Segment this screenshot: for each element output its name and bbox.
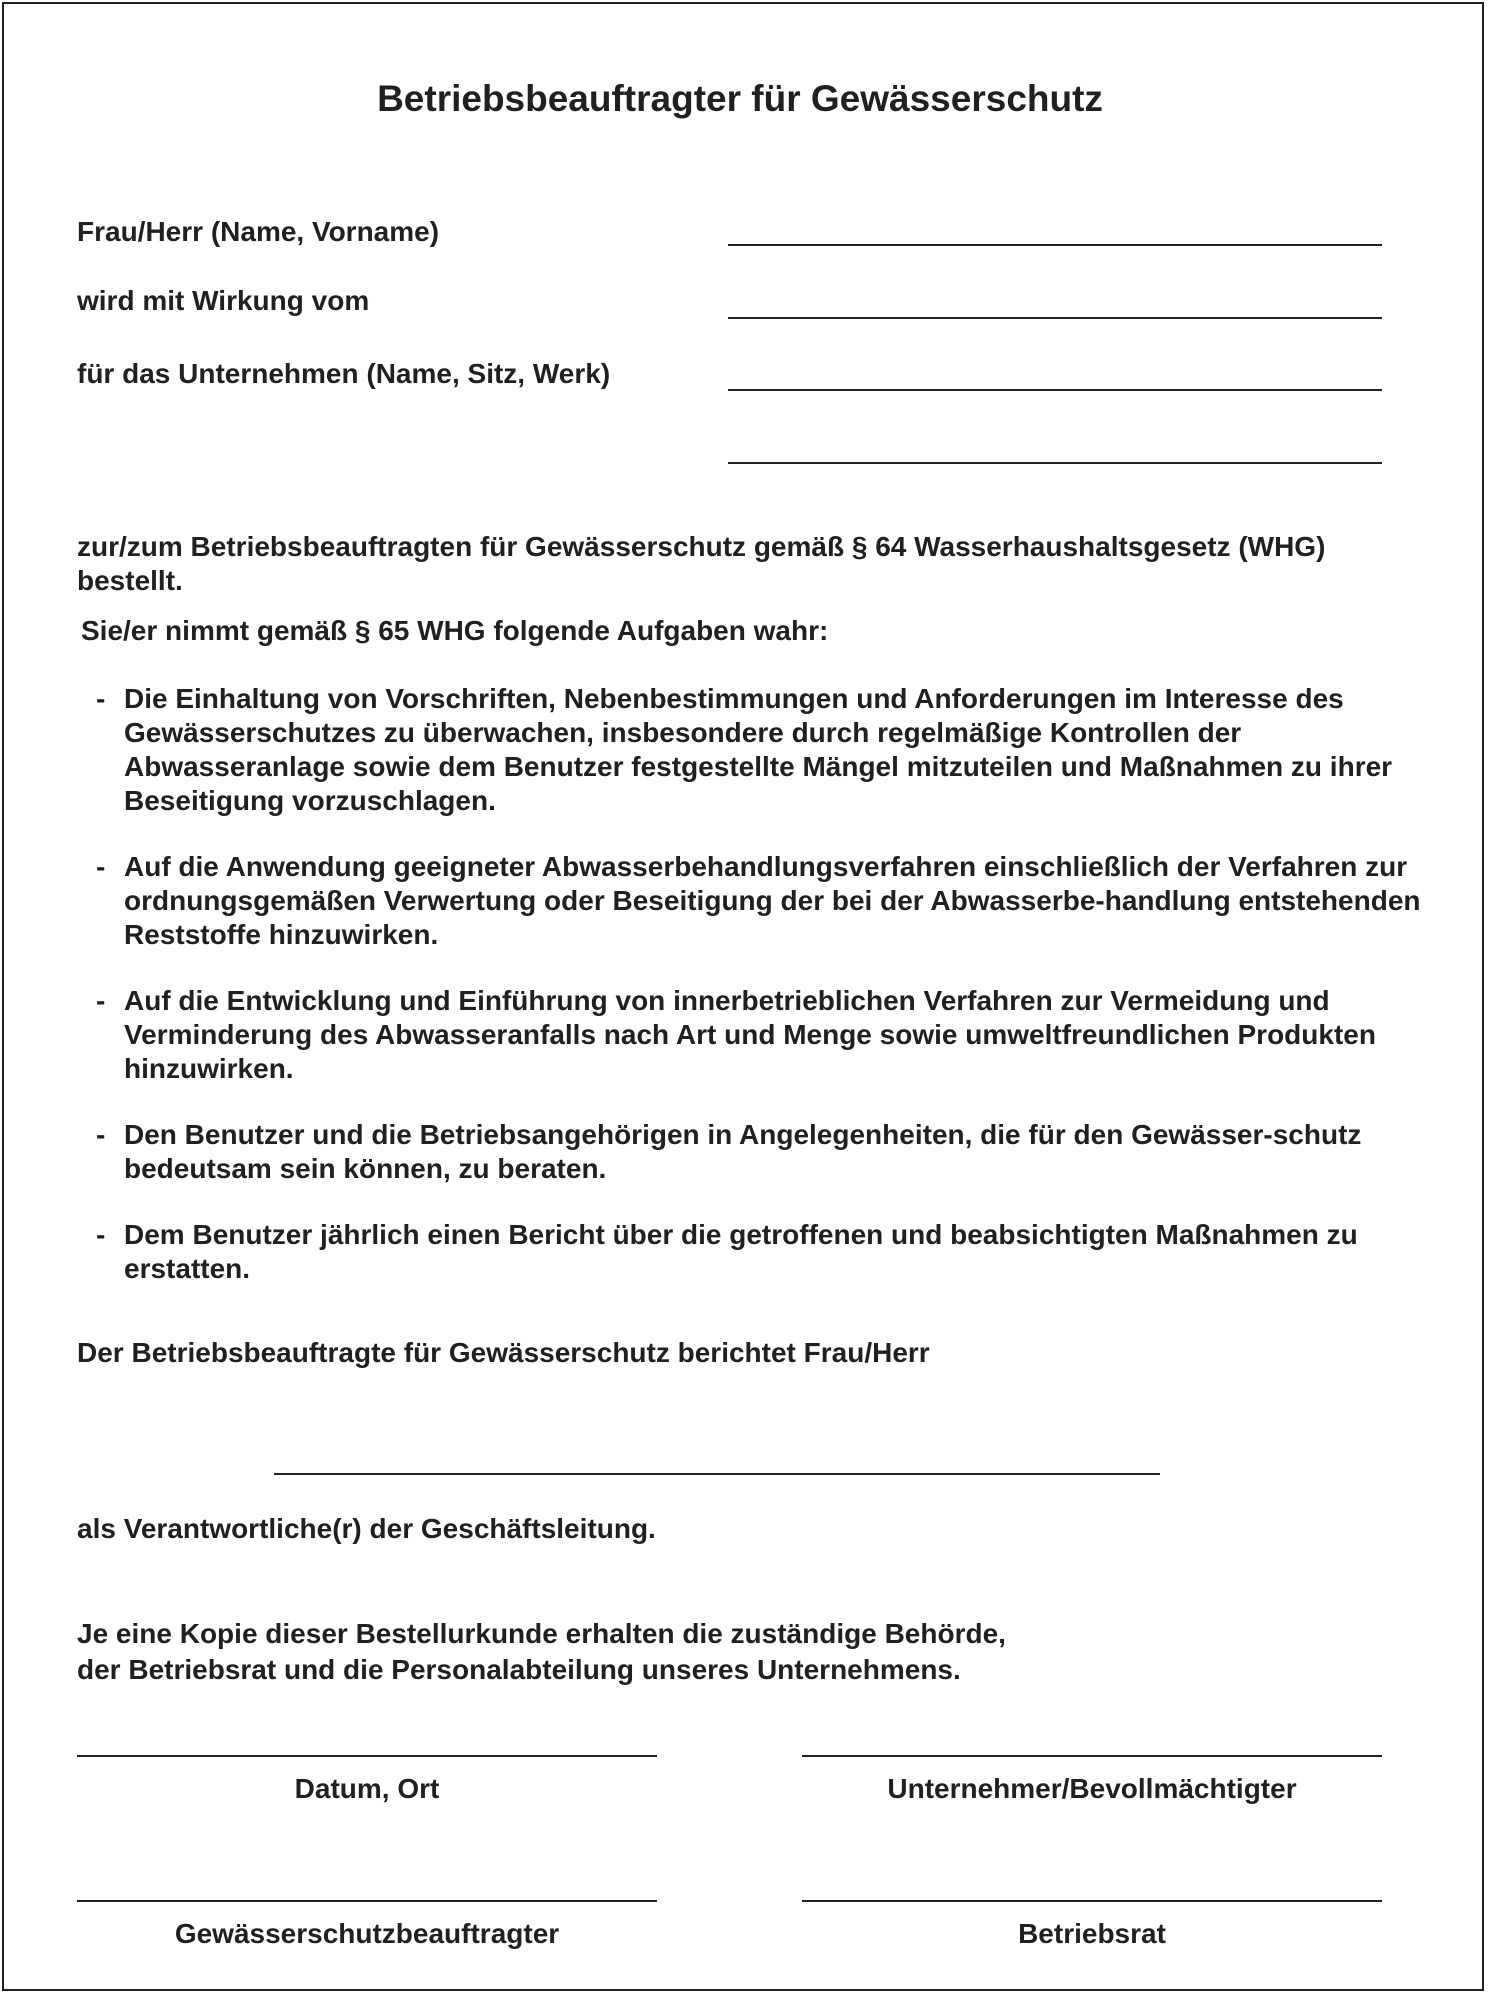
list-item: [96, 850, 1466, 952]
field-label-company: für das Unternehmen (Name, Sitz, Werk): [77, 358, 611, 389]
list-dash: -: [96, 985, 106, 1016]
signature-line-date-place[interactable]: [77, 1755, 657, 1757]
signature-line-water-officer[interactable]: [77, 1900, 657, 1902]
company-input-line[interactable]: [728, 389, 1382, 391]
field-label-name: Frau/Herr (Name, Vorname): [77, 216, 440, 247]
report-text: Der Betriebsbeauftragte für Gewässerschutz berichtet Frau/Herr: [77, 1337, 930, 1368]
list-dash: -: [96, 851, 106, 882]
effective-date-input-line[interactable]: [728, 317, 1382, 319]
document-page: [2, 2, 1484, 1991]
task-list: [96, 682, 1466, 1318]
signature-label-works-council: Betriebsrat: [1018, 1918, 1166, 1949]
signature-label-date-place: Datum, Ort: [294, 1773, 440, 1804]
copy-text-line-1: Je eine Kopie dieser Bestellurkunde erhalten die zuständige Behörde,: [77, 1618, 1006, 1649]
list-item: [96, 984, 1466, 1086]
company-input-line-2[interactable]: [728, 462, 1382, 464]
signature-label-entrepreneur: Unternehmer/Bevollmächtigter: [887, 1773, 1297, 1804]
list-item: [96, 1118, 1466, 1186]
list-dash: -: [96, 683, 106, 714]
name-input-line[interactable]: [728, 244, 1382, 246]
list-dash: -: [96, 1219, 106, 1250]
list-item: [96, 1218, 1466, 1286]
management-text: als Verantwortliche(r) der Geschäftsleitung.: [77, 1513, 656, 1544]
tasks-intro: Sie/er nimmt gemäß § 65 WHG folgende Aufgaben wahr:: [81, 615, 829, 646]
task-text: Dem Benutzer jährlich einen Bericht über die getroffenen und beabsichtigten Maßnahmen zu erstatten.: [124, 1219, 1358, 1284]
appointment-text: zur/zum Betriebsbeauftragten für Gewässerschutz gemäß § 64 Wasserhaushaltsgesetz (WHG) bestellt.: [77, 531, 1326, 596]
page-title: Betriebsbeauftragter für Gewässerschutz: [377, 78, 1103, 119]
copy-text-line-2: der Betriebsrat und die Personalabteilung unseres Unternehmens.: [77, 1654, 961, 1685]
task-text: Die Einhaltung von Vorschriften, Nebenbestimmungen und Anforderungen im Interesse des Gewässerschutzes zu überwachen, insbesondere durch regelmäßige Kontrollen der Abwasseranlage sowie dem Benutzer festgestellte Mängel mitzuteilen und Maßnahmen zu ihrer Beseitigung vorzuschlagen.: [124, 683, 1393, 816]
task-text: Den Benutzer und die Betriebsangehörigen in Angelegenheiten, die für den Gewässer-schutz bedeutsam sein können, zu beraten.: [124, 1119, 1362, 1184]
manager-name-input-line[interactable]: [274, 1473, 1160, 1475]
list-dash: -: [96, 1119, 106, 1150]
task-text: Auf die Anwendung geeigneter Abwasserbehandlungsverfahren einschließlich der Verfahren zur ordnungsgemäßen Verwertung oder Beseitigung der bei der Abwasserbe-handlung entstehenden Reststoffe hinzuwirken.: [124, 851, 1421, 950]
signature-line-works-council[interactable]: [802, 1900, 1382, 1902]
signature-label-water-officer: Gewässerschutzbeauftragter: [174, 1918, 560, 1949]
signature-line-entrepreneur[interactable]: [802, 1755, 1382, 1757]
task-text: Auf die Entwicklung und Einführung von innerbetrieblichen Verfahren zur Vermeidung und Verminderung des Abwasseranfalls nach Art und Menge sowie umweltfreundlichen Produkten hinzuwirken.: [124, 985, 1376, 1084]
field-label-effective-date: wird mit Wirkung vom: [77, 285, 370, 316]
list-item: [96, 682, 1466, 818]
